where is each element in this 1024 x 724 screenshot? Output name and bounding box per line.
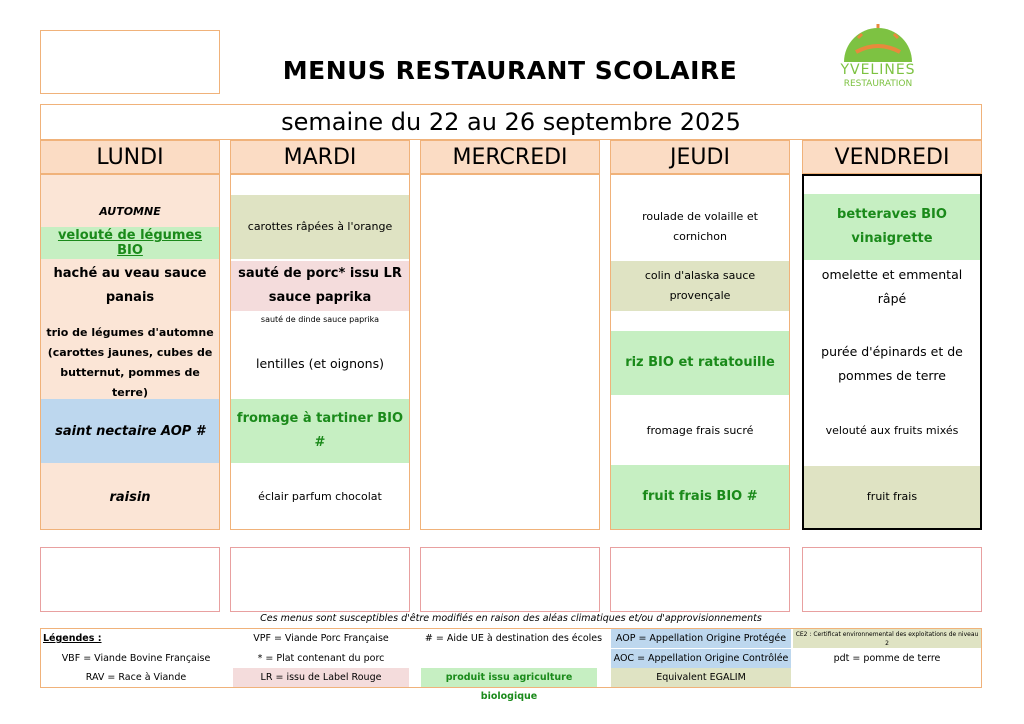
legend-porc: * = Plat contenant du porc (257, 653, 385, 664)
extra-cell-jeudi (610, 547, 790, 612)
legend-aide-ue: # = Aide UE à destination des écoles (424, 633, 603, 644)
page-title: MENUS RESTAURANT SCOLAIRE (282, 56, 738, 85)
vendredi-cheese: velouté aux fruits mixés (825, 424, 959, 437)
legend-egalim: Equivalent EGALIM (611, 668, 791, 687)
extra-cell-lundi (40, 547, 220, 612)
legend-ce2: CE2 : Certificat environnemental des exploitations de niveau 2 (793, 629, 981, 648)
jeudi-starter: roulade de volaille et cornichon (642, 210, 758, 243)
jeudi-dessert: fruit frais BIO # (611, 465, 789, 529)
lundi-theme: AUTOMNE (99, 204, 161, 218)
day-header-mardi: MARDI (230, 140, 410, 174)
day-header-lundi: LUNDI (40, 140, 220, 174)
column-vendredi (802, 174, 982, 530)
column-jeudi (610, 174, 790, 530)
day-header-mercredi: MERCREDI (420, 140, 600, 174)
legend-pdt: pdt = pomme de terre (833, 653, 941, 664)
lundi-side: trio de légumes d'automne (carottes jaunes, cubes de butternut, pommes de terre) (46, 326, 214, 399)
legend-bio: produit issu agriculture biologique (421, 668, 597, 687)
column-mardi (230, 174, 410, 530)
mardi-alternative: sauté de dinde sauce paprika (260, 314, 380, 324)
lundi-starter: velouté de légumes BIO (41, 227, 219, 259)
column-mercredi (420, 174, 600, 530)
mardi-side: lentilles (et oignons) (256, 355, 384, 371)
day-header-vendredi: VENDREDI (802, 140, 982, 174)
jeudi-main: colin d'alaska sauce provençale (611, 261, 789, 311)
vendredi-dessert: fruit frais (804, 466, 980, 528)
legend-aoc: AOC = Appellation Origine Contrôlée (611, 649, 791, 668)
legend-aop: AOP = Appellation Origine Protégée (611, 629, 791, 648)
logo-line2: RESTAURATION (843, 79, 913, 89)
day-header-jeudi: JEUDI (610, 140, 790, 174)
logo-line1: YVELINES (840, 62, 916, 78)
column-lundi (40, 174, 220, 530)
extra-cell-vendredi (802, 547, 982, 612)
vendredi-starter: betteraves BIO vinaigrette (804, 194, 980, 260)
mardi-cheese: fromage à tartiner BIO # (231, 399, 409, 463)
lundi-dessert: raisin (109, 489, 151, 505)
lundi-cheese: saint nectaire AOP # (41, 399, 219, 463)
disclaimer-note: Ces menus sont susceptibles d'être modifiés en raison des aléas climatiques et/ou d'approvisionnements (260, 613, 762, 624)
jeudi-cheese: fromage frais sucré (646, 424, 754, 437)
legend-rav: RAV = Race à Viande (85, 672, 187, 683)
jeudi-side: riz BIO et ratatouille (611, 331, 789, 395)
logo (828, 22, 928, 92)
legend (40, 628, 982, 702)
mardi-main: sauté de porc* issu LR sauce paprika (231, 261, 409, 311)
legend-lr: LR = issu de Label Rouge (233, 668, 409, 687)
week-label: semaine du 22 au 26 septembre 2025 (40, 104, 982, 140)
extra-cell-mercredi (420, 547, 600, 612)
logo-sun-icon (828, 22, 928, 66)
legend-title: Légendes : (43, 633, 102, 644)
extra-cell-mardi (230, 547, 410, 612)
top-left-box (40, 30, 220, 94)
mardi-dessert: éclair parfum chocolat (258, 490, 382, 503)
vendredi-main: omelette et emmental râpé (821, 267, 963, 306)
legend-vpf: VPF = Viande Porc Française (253, 633, 389, 644)
vendredi-side: purée d'épinards et de pommes de terre (821, 344, 963, 383)
legend-vbf: VBF = Viande Bovine Française (61, 653, 211, 664)
mardi-starter: carottes râpées à l'orange (231, 195, 409, 259)
lundi-main: haché au veau sauce panais (53, 266, 207, 305)
